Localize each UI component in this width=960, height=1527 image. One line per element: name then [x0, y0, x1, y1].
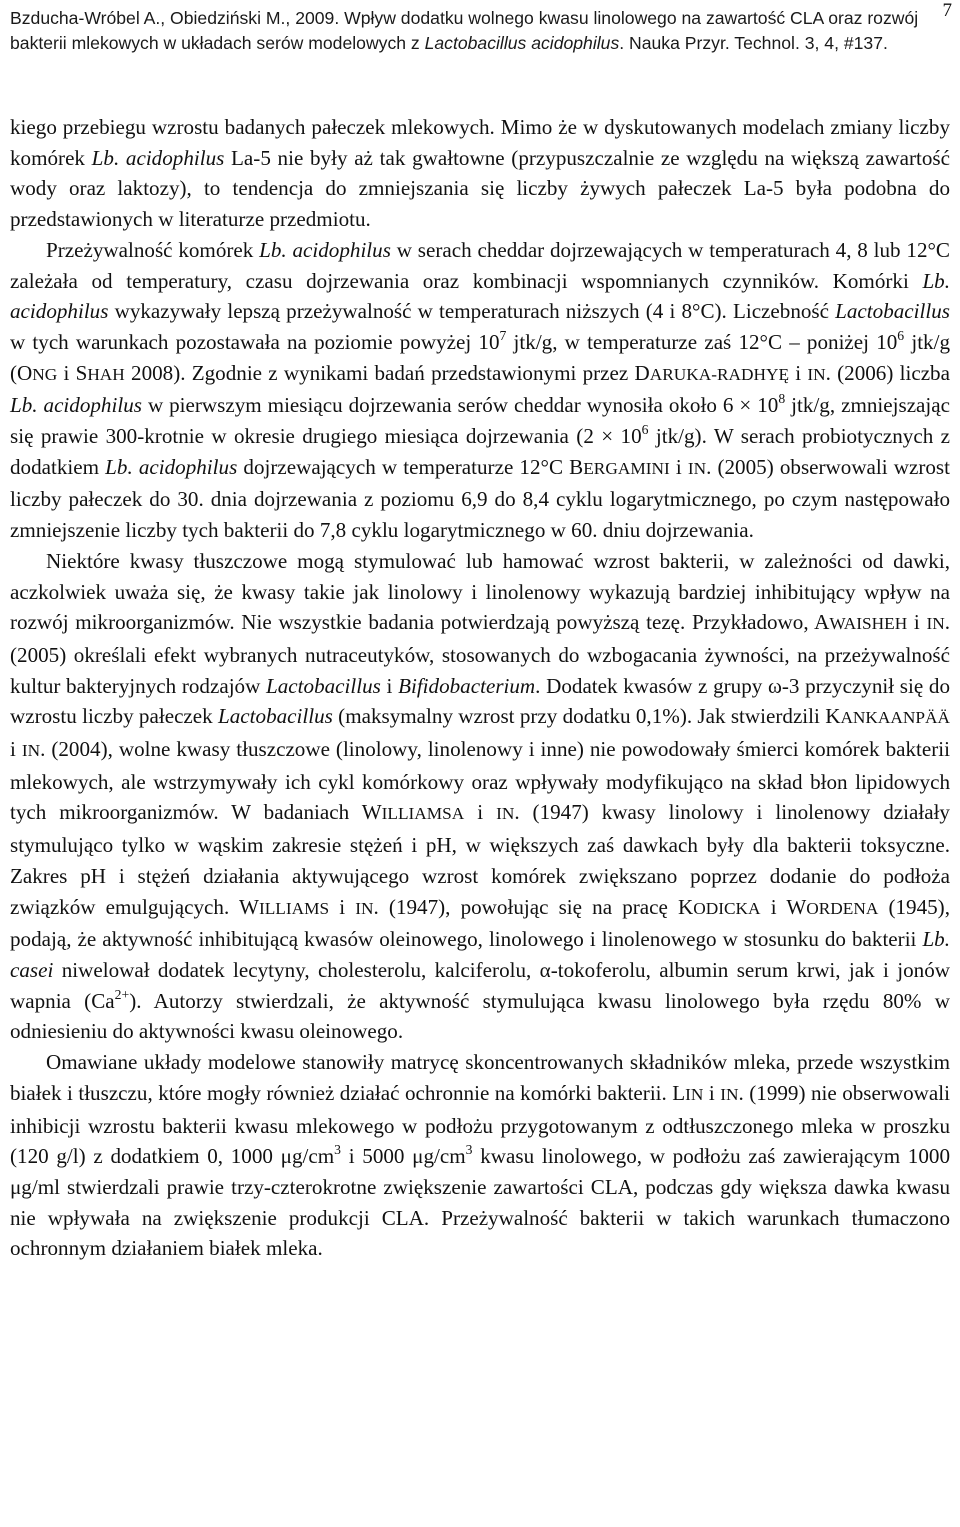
text: w tych warunkach pozostawała na poziomie powyżej 10 — [10, 329, 500, 354]
text: i — [57, 360, 76, 385]
exponent: 6 — [641, 422, 649, 438]
header-text: bakterii mlekowych w układach serów modelowych z — [10, 33, 425, 53]
author-citation: ONG — [17, 360, 58, 385]
et-al: IN — [21, 741, 41, 761]
text: w pierwszym miesiącu dojrzewania serów cheddar wynosiła około 6 × 10 — [141, 393, 779, 418]
text: jtk/g, zmniejszając się prawie 300-krotnie w okresie drugiego miesiąca dojrzewania (2 × 10 — [10, 393, 951, 449]
page-number: 7 — [942, 0, 952, 21]
text: . (2005) określali efekt wybranych nutraceutyków, stosowanych do wzbogacania żywności, na przeżywalność kultur bakteryjnych rodzajów — [10, 610, 950, 698]
text: . (1999) nie obserwowali inhibicji wzrostu bakterii kwasu mlekowego w podłożu przygotowanym z odtłuszczonego mleka w proszku (120 g/l) z dodatkiem 0, 1000 μg/cm — [10, 1080, 950, 1169]
text: ). Autorzy stwierdzali, że aktywność stymulująca kwasu linolowego była rzędu 80% w odniesieniu do aktywności kwasu oleinowego. — [10, 988, 950, 1044]
author-citation: WILLIAMSA — [361, 800, 465, 825]
genus-name: Lactobacillus — [218, 704, 333, 729]
et-al: IN — [355, 898, 374, 918]
author-citation: SHAH — [75, 360, 125, 385]
paragraph-4 — [10, 1047, 950, 1264]
header-line-1: Bzducha-Wróbel A., Obiedziński M., 2009. Wpływ dodatku wolnego kwasu linolowego na zawartość CLA oraz rozwój — [10, 8, 919, 28]
text: i — [464, 800, 497, 825]
text: jtk/g ( — [10, 329, 951, 385]
species-name: Lb. acidophilus — [105, 454, 238, 479]
text: . (2004), wolne kwasy tłuszczowe (linolowy, linolenowy i inne) nie powodowały śmierci komórek bakterii mlekowych, ale wstrzymywały ich cykl komórkowy oraz wpływały modyfikująco na skład błon lipidowych tych mikroorganizmów. W badaniach — [10, 737, 950, 825]
text: i — [380, 673, 399, 698]
exponent: 3 — [334, 1142, 341, 1158]
text: kwasu linolowego, w podłożu zaś zawierającym 1000 μg/ml stwierdzali prawie trzy-czterokrotne zwiększenie zawartości CLA, podczas gdy większa dawka kwasu nie wpływała na zwiększenie produkcji CLA. Przeżywalność bakterii w takich warunkach tłumaczono ochronnym działaniem białek mleka. — [10, 1144, 950, 1261]
text: (maksymalny wzrost przy dodatku 0,1%). Jak stwierdzili — [332, 704, 826, 729]
text: Przeżywalność komórek — [46, 237, 260, 262]
species-name: Lb. acidophilus — [10, 268, 950, 324]
text: i — [760, 894, 787, 919]
header-text: . Nauka Przyr. Technol. 3, 4, #137. — [619, 33, 888, 53]
species-name: Lb. acidophilus — [91, 145, 225, 170]
exponent: 8 — [778, 391, 786, 407]
text: Niektóre kwasy tłuszczowe mogą stymulować lub hamować wzrost bakterii, w zależności od dawki, aczkolwiek uważa się, że kwasy takie jak linolowy i linolenowy wykazują bardziej inhibitujący wpływ na rozwój mikroorganizmów. Nie wszystkie badania potwierdzają powyższą tezę. Przykładowo, — [10, 548, 950, 635]
text: i — [703, 1080, 721, 1105]
text: 2008). Zgodnie z wynikami badań przedstawionymi przez — [124, 360, 635, 385]
text: i — [789, 360, 808, 385]
text: niwelował dodatek lecytyny, cholesterolu, kalciferolu, α-tokoferolu, albumin serum krwi, jak i jonów wapnia (Ca — [10, 957, 950, 1013]
paragraph-2 — [10, 235, 950, 546]
et-al: IN — [496, 804, 515, 824]
text: Omawiane układy modelowe stanowiły matrycę skoncentrowanych składników mleka, przede wszystkim białek i tłuszczu, które mogły również działać ochronnie na komórki bakterii. — [10, 1050, 950, 1105]
exponent: 2+ — [114, 986, 130, 1002]
genus-name: Lactobacillus — [266, 673, 381, 698]
running-header — [10, 6, 950, 56]
text: i — [669, 454, 688, 479]
author-citation: BERGAMINI — [569, 454, 670, 479]
et-al: IN — [926, 614, 945, 634]
author-citation: LIN — [672, 1080, 704, 1105]
paragraph-3 — [10, 546, 950, 1047]
et-al: IN — [687, 458, 707, 478]
author-citation: AWAISHEH — [814, 610, 908, 635]
text: i — [907, 610, 927, 635]
text: . (2005) obserwowali wzrost liczby pałeczek do 30. dnia dojrzewania z poziomu 6,9 do 8,4 cyklu logarytmicznego, po czym następowało zmniejszenie liczby tych bakterii do 7,8 cyklu logarytmicznego w 60. dniu dojrzewania. — [10, 454, 950, 543]
exponent: 7 — [499, 328, 507, 344]
article-body — [10, 112, 950, 1264]
text: wykazywały lepszą przeżywalność w temperaturach niższych (4 i 8°C). Liczebność — [108, 299, 836, 324]
text: jtk/g). W serach probiotycznych z dodatkiem — [10, 424, 950, 479]
paragraph-1 — [10, 112, 950, 235]
species-name: Lb. casei — [10, 927, 950, 982]
text: i — [10, 737, 22, 762]
author-citation: KANKAANPÄÄ — [825, 704, 950, 729]
author-citation: KODICKA — [678, 894, 761, 919]
genus-name: Bifidobacterium — [398, 673, 536, 698]
et-al: IN — [807, 364, 826, 384]
text: . Dodatek kwasów z grupy ω-3 przyczynił się do wzrostu liczby pałeczek — [10, 673, 950, 729]
text: i — [329, 894, 356, 919]
exponent: 6 — [897, 328, 905, 344]
text: . (1947) kwasy linolowy i linolenowy działały stymulująco tylko w wąskim zakresie stężeń i pH, w większych zaś dawkach były dla bakterii toksyczne. Zakres pH i stężeń działania aktywującego wzrost komórek zwiększano poprzez dodanie do podłoża związków emulgujących. — [10, 800, 950, 919]
text: i 5000 μg/cm — [340, 1144, 466, 1169]
text: w serach cheddar dojrzewających w temperaturach 4, 8 lub 12°C zależała od temperatury, czasu dojrzewania oraz kombinacji wspomnianych czynników. Komórki — [10, 237, 950, 293]
header-line-2 — [10, 31, 950, 56]
author-citation: WORDENA — [786, 894, 879, 919]
text: kiego przebiegu wzrostu badanych pałeczek mlekowych. Mimo że w dyskutowanych modelach zmiany liczby komórek — [10, 115, 950, 170]
exponent: 3 — [465, 1142, 473, 1158]
author-citation: DARUKA-RADHYĘ — [634, 360, 790, 385]
text: . (2006) liczba — [825, 360, 950, 385]
species-name: Lb. acidophilus — [259, 237, 391, 262]
text: (1945), podają, że aktywność inhibitującą kwasów oleinowego, linolowego i linolenowego w stosunku do bakterii — [10, 894, 950, 952]
text: La-5 nie były aż tak gwałtowne (przypuszczalnie ze względu na większą zawartość wody oraz laktozy), to tendencja do zmniejszania się liczby żywych pałeczek La-5 była podobna do przedstawionych w literaturze przedmiotu. — [10, 145, 950, 232]
text: jtk/g, w temperaturze zaś 12°C – poniżej 10 — [506, 329, 898, 354]
species-name: Lb. acidophilus — [10, 393, 142, 418]
author-citation: WILLIAMS — [239, 894, 330, 919]
text: dojrzewających w temperaturze 12°C — [237, 454, 570, 479]
et-al: IN — [720, 1084, 739, 1104]
text: . (1947), powołując się na pracę — [373, 894, 679, 919]
genus-name: Lactobacillus — [835, 299, 950, 324]
header-species: Lactobacillus acidophilus — [424, 33, 620, 53]
